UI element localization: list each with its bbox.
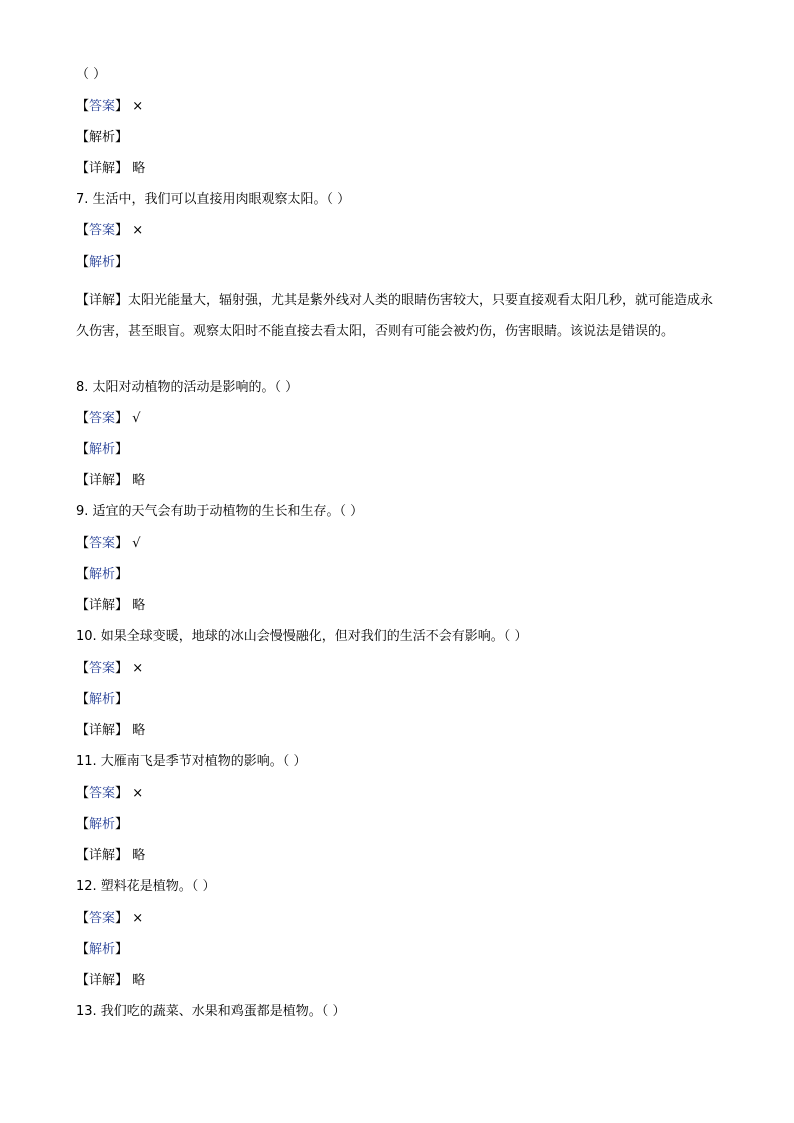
question-7: 7. 生活中，我们可以直接用肉眼观察太阳。（ ）: [76, 192, 351, 207]
detail-line: 【详解】 略: [76, 161, 146, 176]
answer-line: 【答案】 ×: [76, 786, 144, 801]
answer-line: 【答案】 ×: [76, 911, 144, 926]
question-8: 8. 太阳对动植物的活动是影响的。（ ）: [76, 380, 299, 395]
analysis-line: 【解析】: [76, 942, 129, 957]
detail-line: 【详解】 略: [76, 473, 146, 488]
answer-line: 【答案】 √: [76, 411, 141, 426]
analysis-line: 【解析】: [76, 817, 129, 832]
question-paren: （ ）: [76, 67, 107, 82]
answer-line: 【答案】 ×: [76, 223, 144, 238]
analysis-line: 【解析】: [76, 442, 129, 457]
analysis-label: 解析: [89, 130, 116, 145]
answer-value: ×: [132, 99, 144, 114]
question-13: 13. 我们吃的蔬菜、水果和鸡蛋都是植物。（ ）: [76, 1004, 346, 1019]
detail-paragraph: 【详解】太阳光能量大，辐射强，尤其是紫外线对人类的眼睛伤害较大，只要直接观看太阳几秒，就可能造成永久伤害，甚至眼盲。观察太阳时不能直接去看太阳，否则有可能会被灼伤，伤害眼睛。该说法是错误的。: [76, 293, 714, 339]
detail-line: 【详解】 略: [76, 723, 146, 738]
question-10: 10. 如果全球变暖，地球的冰山会慢慢融化，但对我们的生活不会有影响。（ ）: [76, 629, 528, 644]
detail-line: 【详解】 略: [76, 848, 146, 863]
question-12: 12. 塑料花是植物。（ ）: [76, 879, 216, 894]
answer-line: 【答案】 ×: [76, 99, 144, 114]
answer-line: 【答案】 √: [76, 536, 141, 551]
detail-line: 【详解】 略: [76, 973, 146, 988]
detail-line: 【详解】 略: [76, 598, 146, 613]
analysis-line: 【解析】: [76, 130, 129, 145]
answer-label: 答案: [89, 99, 116, 114]
question-9: 9. 适宜的天气会有助于动植物的生长和生存。（ ）: [76, 504, 364, 519]
analysis-line: 【解析】: [76, 255, 129, 270]
question-11: 11. 大雁南飞是季节对植物的影响。（ ）: [76, 754, 307, 769]
analysis-line: 【解析】: [76, 567, 129, 582]
detail-label: 详解: [89, 161, 116, 176]
analysis-line: 【解析】: [76, 692, 129, 707]
answer-line: 【答案】 ×: [76, 661, 144, 676]
